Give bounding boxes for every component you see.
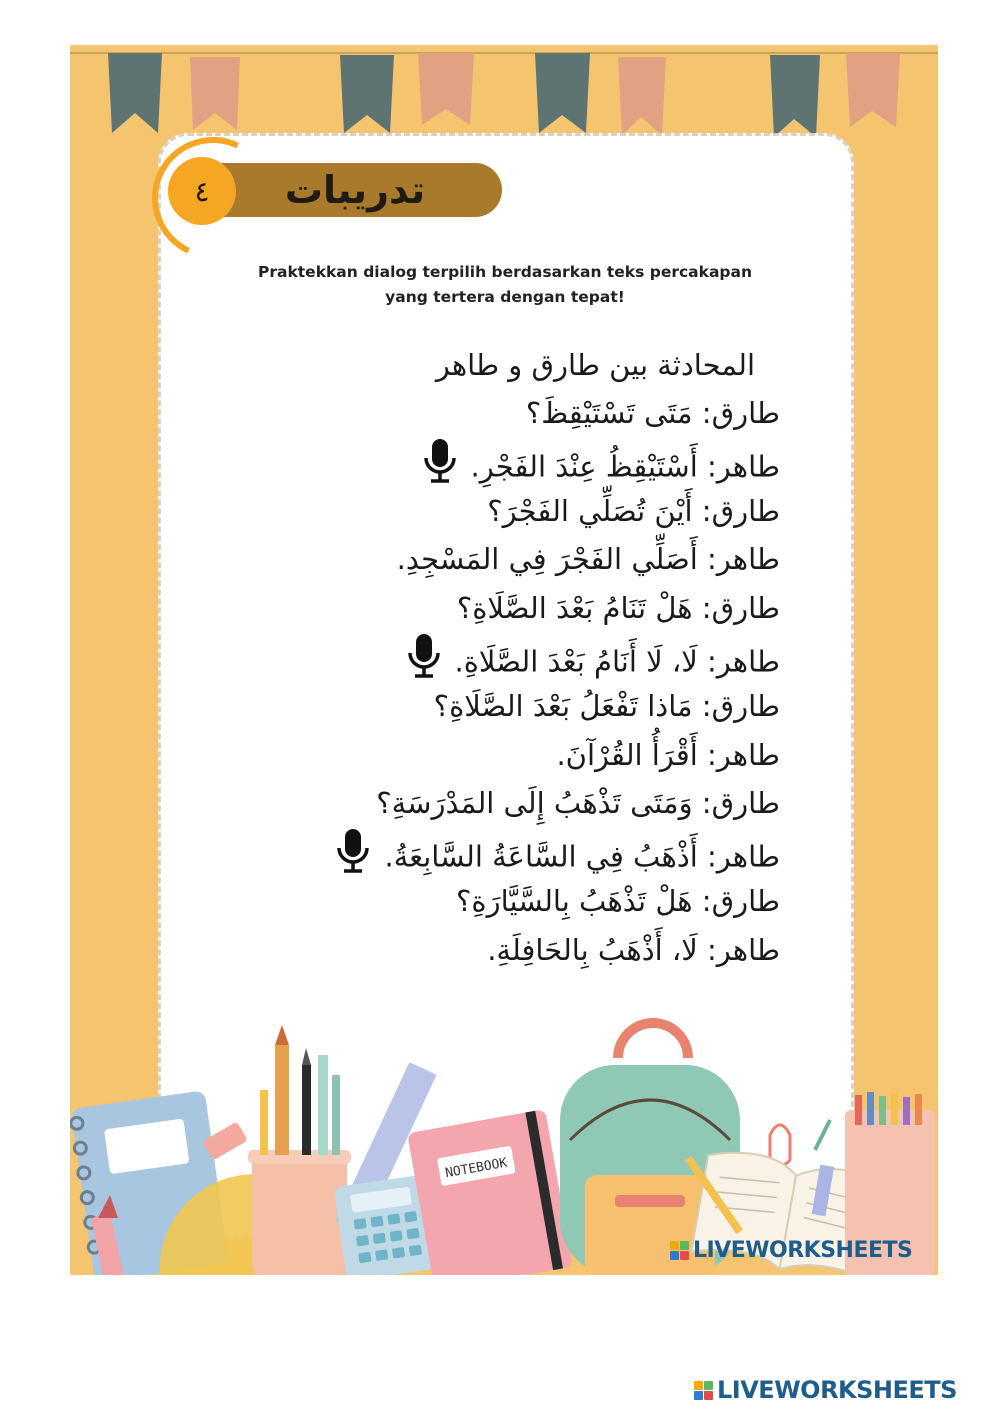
dialog-line-text: طاهر: لَا، أَذْهَبُ بِالحَافِلَةِ. [487,932,780,967]
brand-text-inner: LIVEWORKSHEETS [693,1237,913,1263]
dialog-line-text: طاهر: لَا، لَا أَنَامُ بَعْدَ الصَّلَاةِ. [454,644,780,679]
instruction-line-2: yang tertera dengan tepat! [385,288,625,306]
dialog-line [250,779,780,828]
dialog-line [250,877,780,926]
dialog-line-text: طارق: أَيْنَ تُصَلِّي الفَجْرَ؟ [487,493,780,528]
bunting-decoration [70,45,938,145]
page-title: تدريبات [284,168,426,212]
dialog-line-text: طاهر: أَذْهَبُ فِي السَّاعَةُ السَّابِعَةُ. [384,839,780,874]
dialog-line-text: طارق: مَاذا تَفْعَلُ بَعْدَ الصَّلَاةِ؟ [433,688,780,723]
dialog-line [250,682,780,731]
instruction-text [220,260,790,310]
dialog-line-text: طارق: مَتَى تَسْتَيْقِظَ؟ [525,396,780,430]
pink-notebook [407,1109,573,1275]
dialog-line-text: طاهر: أَقْرَأُ القُرْآنَ. [556,737,780,772]
dialog-line-text: طاهر: أَصَلِّي الفَجْرَ فِي المَسْجِدِ. [396,542,780,577]
worksheet-page [70,45,938,1275]
microphone-icon[interactable] [423,438,457,499]
liveworksheets-logo-icon [670,1241,689,1260]
instruction-line-1: Praktekkan dialog terpilih berdasarkan teks percakapan [258,263,752,281]
dialog-line-text: طارق: هَلْ تَنَامُ بَعْدَ الصَّلَاةِ؟ [456,591,780,626]
school-supplies-illustration [70,1000,938,1275]
liveworksheets-logo-inner [670,1235,912,1265]
microphone-icon[interactable] [336,828,370,889]
dialog-line [250,535,780,584]
exercise-number-badge: ٤ [168,157,236,225]
notebook-label: NOTEBOOK [444,1155,509,1182]
dialog-heading: المحادثة بين طارق و طاهر [435,348,755,382]
dialog-line-text: طارق: وَمَتَى تَذْهَبُ إِلَى المَدْرَسَةِ؟ [376,786,780,821]
dialog-lines [250,389,780,975]
dialog-line-text: طارق: هَلْ تَذْهَبُ بِالسَّيَّارَةِ؟ [456,883,780,918]
dialog-line [250,584,780,633]
dialog-line [250,633,780,682]
liveworksheets-logo-footer[interactable] [694,1372,957,1408]
liveworksheets-logo-icon [694,1381,713,1400]
dialog-line [250,731,780,780]
dialog-line [250,438,780,487]
dialog-line [250,487,780,536]
dialog-section [250,341,780,975]
dialog-line [250,389,780,438]
dialog-line-text: طاهر: أَسْتَيْقِظُ عِنْدَ الفَجْرِ. [470,449,780,484]
dialog-line [250,926,780,975]
brand-text-footer: LIVEWORKSHEETS [717,1376,957,1404]
dialog-line [250,828,780,877]
